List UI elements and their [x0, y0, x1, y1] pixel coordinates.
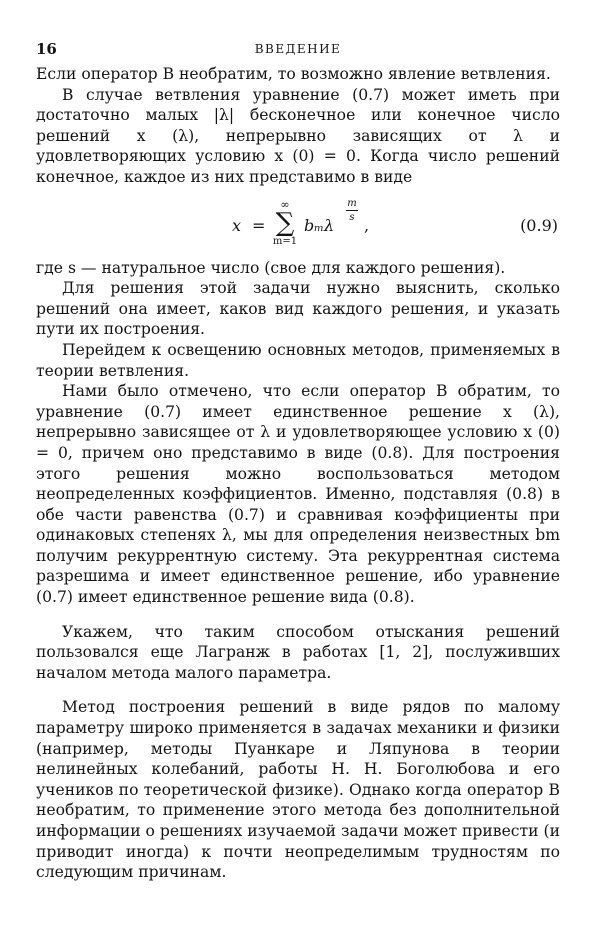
- equation-number: (0.9): [520, 215, 558, 235]
- paragraph-1: Если оператор B необратим, то возможно явление ветвления.: [36, 65, 551, 83]
- paragraph-6: Нами было отмечено, что если оператор B обратим, то уравнение (0.7) имеет единственное решение x (λ), непрерывно зависящее от λ и удовлетворяющее условию x (0) = 0, причем оно представимо в виде (0.8). Для построения этого решения можно воспользоваться методом неопределенных коэффициентов. Именно, подставляя (0.8) в обе части равенства (0.7) и сравнивая коэффициенты при одинаковых степенях λ, мы для определения неизвестных bm получим рекуррентную систему. Эта рекуррентная система разрешима и имеет единственное решение, ибо уравнение (0.7) имеет единственное решение вида (0.8).: [36, 382, 560, 607]
- formula-expression: [232, 192, 392, 256]
- paragraph-3: где s — натуральное число (свое для каждого решения).: [36, 258, 506, 277]
- paragraph-7: Укажем, что таким способом отыскания решений пользовался еще Лагранж в работах [1, 2], послуживших началом метода малого параметра.: [36, 622, 560, 682]
- formula-comma: ,: [364, 215, 370, 235]
- paragraph-2: В случае ветвления уравнение (0.7) может иметь при достаточно малых |λ| бесконечное или конечное число решений x (λ), непрерывно зависящих от λ и удовлетворяющих условию x (0) = 0. Когда число решений конечное, каждое из них представимо в виде: [36, 85, 560, 186]
- formula-equals: =: [252, 215, 266, 235]
- paragraph-5: Перейдем к освещению основных методов, применяемых в теории ветвления.: [36, 340, 560, 380]
- sum-upper-limit: ∞: [280, 197, 290, 211]
- formula-exponent: [346, 198, 358, 223]
- sum-lower-limit: m=1: [272, 235, 298, 247]
- exponent-denominator: s: [349, 211, 355, 223]
- paragraph-8: Метод построения решений в виде рядов по малому параметру широко применяется в задачах механики и физики (например, методы Пуанкаре и Ляпунова в теории нелинейных колебаний, работы Н. Н. Боголюбова и его учеников по теоретической физике). Однако когда оператор B необратим, то применение этого метода без дополнительной информации о решениях изучаемой задачи может привести (и приводит иногда) к почти неопределимым трудностям по следующим причинам.: [36, 698, 560, 882]
- page-header: [36, 36, 560, 64]
- exponent-numerator: m: [347, 197, 357, 209]
- page-number: 16: [36, 40, 57, 58]
- formula-lhs: x: [232, 215, 242, 235]
- formula-0-9: [36, 192, 560, 256]
- running-head: ВВЕДЕНИЕ: [254, 42, 342, 56]
- sigma-symbol: ∑: [275, 207, 295, 238]
- paragraph-4: Для решения этой задачи нужно выяснить, сколько решений она имеет, каков вид каждого решения, и указать пути их построения.: [36, 279, 560, 339]
- summation: [272, 197, 298, 248]
- fraction-line: [346, 210, 358, 211]
- formula-term: bₘλ: [304, 215, 335, 235]
- book-page: [36, 36, 560, 883]
